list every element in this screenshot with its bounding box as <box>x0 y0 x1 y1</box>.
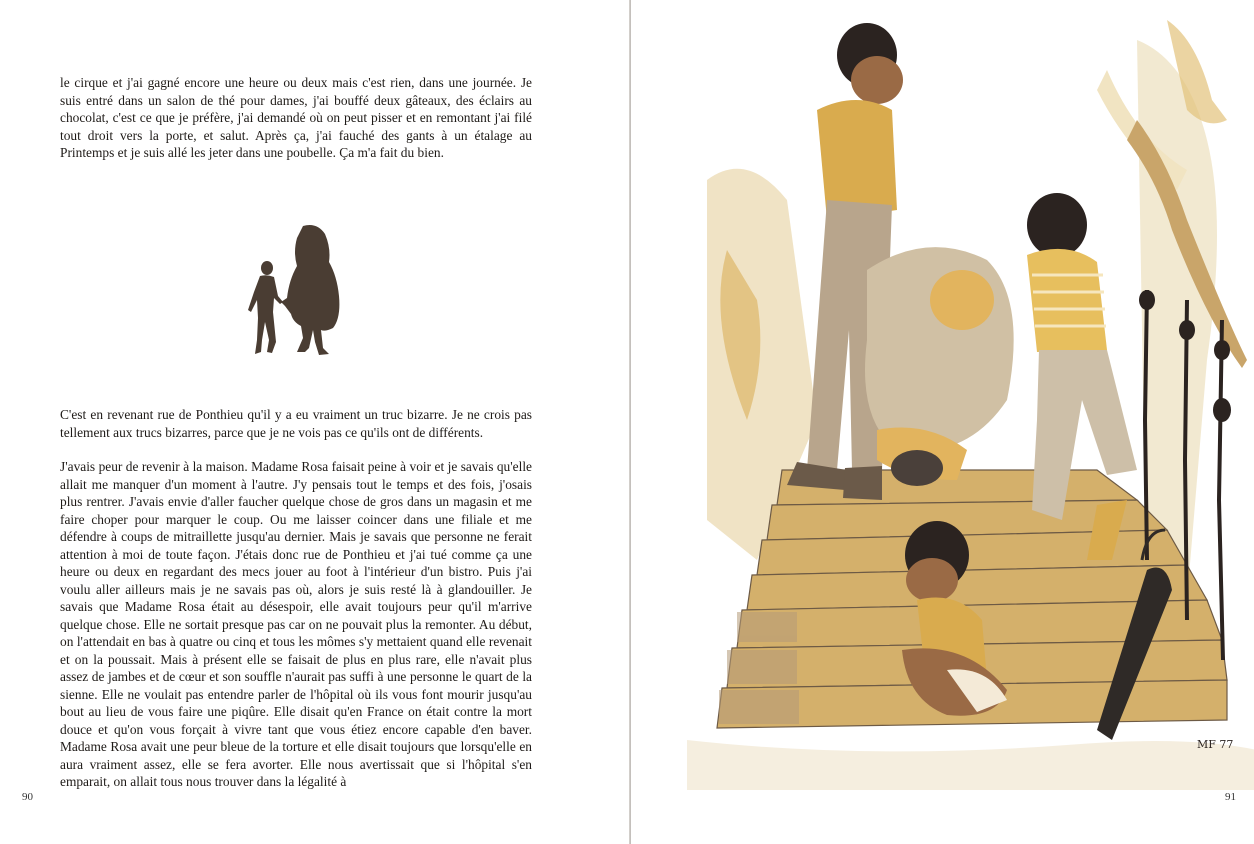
child-and-woman-silhouette <box>245 222 341 358</box>
stairway-children-illustration <box>667 0 1254 790</box>
page-number-left: 90 <box>22 791 33 803</box>
paragraph-1: le cirque et j'ai gagné encore une heure ou deux mais c'est rien, dans une journée. Je suis entré dans un salon de thé pour dames, j'ai bouffé deux gâteaux, des éclairs au chocolat, c'est ce que je préfère, j'ai demandé où on peut pisser et en remontant j'ai filé tout droit vers la porte, et salut. Après ça, j'ai fauché des gants à un étalage au Printemps et je suis allé les jeter dans une poubelle. Ça m'a fait du bien. <box>60 75 532 160</box>
illustration-signature: MF 77 <box>1197 738 1234 751</box>
page-number-right: 91 <box>1225 791 1236 803</box>
right-page <box>631 0 1254 844</box>
paragraph-2: C'est en revenant rue de Ponthieu qu'il y a eu vraiment un truc bizarre. Je ne crois pas tellement aux trucs bizarres, parce que je ne vois pas ce qu'ils ont de différents. <box>60 407 532 440</box>
paragraph-3: J'avais peur de revenir à la maison. Madame Rosa faisait peine à voir et je savais qu'elle allait me manquer d'un moment à l'autre. J'y pensais tout le temps et des fois, j'osais plus rentrer. J'avais envie d'aller faucher quelque chose de gros dans un magasin et me faire choper pour marquer le coup. Ou me laisser coincer dans une filiale et me défendre à coups de mitraillette jusqu'au dernier. Mais je savais que personne ne ferait attention à moi de toute façon. J'étais donc rue de Ponthieu et j'ai tué comme ça une heure ou deux en regardant des mecs jouer au foot à l'intérieur d'un bistro. Puis j'ai voulu aller ailleurs mais je ne savais pas où, alors je suis resté là à glandouiller. Je savais que Madame Rosa était au désespoir, elle avait toujours peur qu'il m'arrive quelque chose. Elle ne sortait presque pas car on ne pouvait plus la remonter. Au début, on l'attendait en bas à quatre ou cinq et tous les mômes s'y mettaient quand elle revenait et on la poussait. Mais à présent elle se faisait de plus en plus rare, elle n'avait plus assez de jambes et de cœur et son souffle n'aurait pas suffi à une personne le quart de la sienne. Elle ne voulait pas entendre parler de l'hôpital où ils vous font mourir jusqu'au bout au lieu de vous faire une piqûre. Elle disait qu'en France on était contre la mort douce et qu'on vous forçait à vivre tant que vous étiez encore capable d'en baver. Madame Rosa avait une peur bleue de la torture et elle disait toujours que lorsqu'elle en aura vraiment assez, elle se fera avorter. Elle nous avertissait que si l'hôpital s'en emparait, on allait tous nous trouver dans la légalité à <box>60 459 532 789</box>
